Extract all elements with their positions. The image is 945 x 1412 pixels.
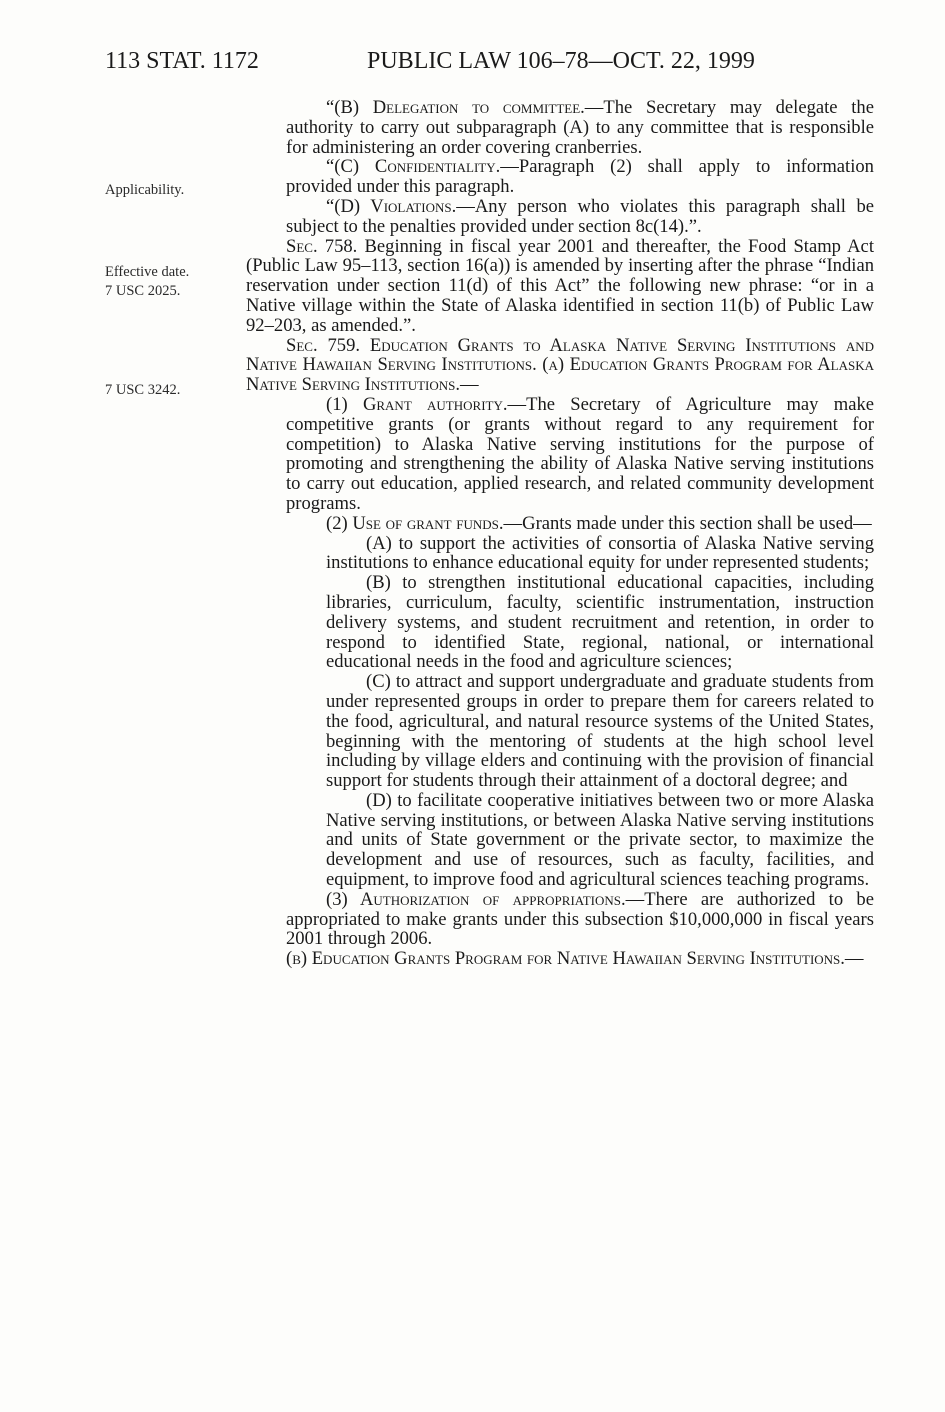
subsection-b bbox=[246, 949, 874, 969]
para-heading: (3) Authorization of appropriations. bbox=[326, 888, 626, 910]
stat-citation: 113 STAT. 1172 bbox=[105, 48, 259, 74]
subpara-d: (D) to facilitate cooperative initiatives between two or more Alaska Native serving institutions, or between Alaska Native serving institutions and units of State government or the private sector, to maximize the development and use of resources, such as faculty, facilities, and equipment, to improve food and agricultural sciences teaching programs. bbox=[326, 789, 874, 891]
para-1-grant-authority bbox=[246, 395, 874, 514]
para-text: —The Secretary of Agriculture may make competitive grants (or grants without regard to any requirement for competition) to Alaska Native serving institutions for the purpose of promoting and strengthening the ability of Alaska Native serving institutions to carry out education, applied research, and related community development programs. bbox=[286, 393, 875, 514]
para-text: —There are authorized to be appropriated to make grants under this subsection $10,000,000 in fiscal years 2001 through 2006. bbox=[286, 888, 874, 950]
subsection-a-heading: (a) Education Grants Program for Alaska Native Serving Institutions.— bbox=[246, 354, 874, 396]
para-b-delegation bbox=[246, 98, 874, 157]
para-text: —Paragraph (2) shall apply to information provided under this paragraph. bbox=[286, 156, 874, 198]
body-text bbox=[246, 98, 874, 969]
para-heading: “(C) Confidentiality. bbox=[326, 156, 501, 178]
section-758 bbox=[246, 237, 874, 336]
page-header bbox=[105, 48, 885, 82]
para-heading: “(B) Delegation to committee. bbox=[326, 97, 585, 118]
margin-note-usc-3242: 7 USC 3242. bbox=[105, 382, 181, 398]
subpara-a: (A) to support the activities of consortia of Alaska Native serving institutions to enhance educational equity for under represented students; bbox=[326, 532, 874, 574]
subsection-b-heading: (b) Education Grants Program for Native Hawaiian Serving Institutions.— bbox=[286, 948, 864, 970]
para-text: —Grants made under this section shall be used— bbox=[503, 512, 872, 534]
public-law-title: PUBLIC LAW 106–78—OCT. 22, 1999 bbox=[367, 48, 755, 74]
para-heading: (1) Grant authority. bbox=[326, 393, 508, 415]
para-text: —The Secretary may delegate the authority to carry out subparagraph (A) to any committee that is responsible for administering an order covering cranberries. bbox=[286, 97, 874, 158]
para-2-use-of-funds bbox=[246, 514, 874, 534]
para-heading: “(D) Violations. bbox=[326, 195, 457, 217]
margin-note-effective-date: Effective date. bbox=[105, 264, 190, 280]
para-c-confidentiality bbox=[246, 157, 874, 197]
subpara-b: (B) to strengthen institutional educational capacities, including libraries, curriculum, faculty, scientific instrumentation, instruction delivery systems, and student recruitment and retention, in order to respond to identified State, regional, national, or international educational needs in the food and agriculture sciences; bbox=[326, 572, 874, 673]
section-text: Beginning in fiscal year 2001 and thereafter, the Food Stamp Act (Public Law 95–113, section 16(a)) is amended by inserting after the phrase “Indian reservation under section 11(d) of this Act” the following new phrase: “or in a Native village within the State of Alaska identified in section 11(b) of Public Law 92–203, as amended.”. bbox=[246, 235, 874, 336]
subpara-c: (C) to attract and support undergraduate and graduate students from under represented groups in order to prepare them for careers related to the food, agricultural, and natural resource systems of the United States, beginning with the mentoring of students at the high school level including by village elders and continuing with the provision of financial support for students through their attainment of a doctoral degree; and bbox=[326, 671, 874, 792]
margin-note-applicability: Applicability. bbox=[105, 182, 185, 198]
section-heading: Sec. 758. bbox=[286, 235, 358, 257]
para-3-authorization bbox=[246, 890, 874, 949]
section-759 bbox=[246, 336, 874, 395]
margin-note-usc-2025: 7 USC 2025. bbox=[105, 283, 181, 299]
para-d-violations bbox=[246, 197, 874, 237]
para-heading: (2) Use of grant funds. bbox=[326, 512, 504, 534]
para-text: —Any person who violates this paragraph shall be subject to the penalties provided under section 8c(14).”. bbox=[286, 195, 874, 237]
section-heading: Sec. 759. Education Grants to Alaska Native Serving Institutions and Native Hawaiian Serving Institutions. bbox=[246, 334, 874, 376]
